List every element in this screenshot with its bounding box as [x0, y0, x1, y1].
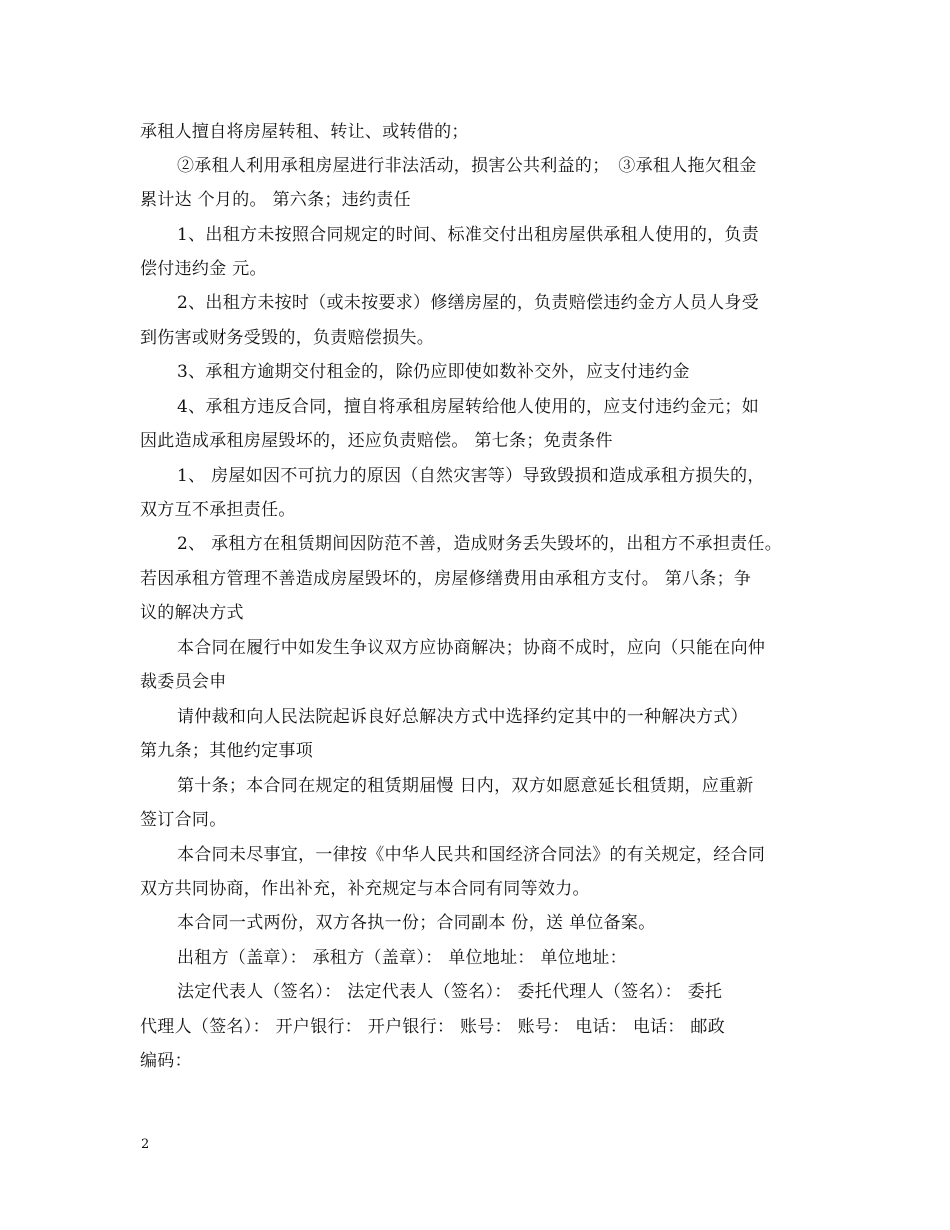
text-line: 议的解决方式 — [140, 603, 244, 623]
text-line: 偿付违约金 元。 — [140, 259, 267, 279]
text-line: 承租人擅自将房屋转租、转让、或转借的； — [140, 122, 469, 142]
text-line: 第十条；本合同在规定的租赁期届慢 日内，双方如愿意延长租赁期，应重新 — [177, 776, 754, 796]
text-line: 本合同未尽事宜，一律按《中华人民共和国经济合同法》的有关规定，经合同 — [177, 845, 766, 865]
page-number: 2 — [141, 1137, 150, 1152]
text-line: 法定代表人（签名）： 法定代表人（签名）： 委托代理人（签名）： 委托 — [177, 982, 723, 1002]
text-line: 到伤害或财务受毁的，负责赔偿损失。 — [140, 328, 435, 348]
text-line: 累计达 个月的。 第六条；违约责任 — [140, 190, 411, 210]
text-line: 双方互不承担责任。 — [140, 500, 296, 520]
text-line: 1、出租方未按照合同规定的时间、标准交付出租房屋供承租人使用的，负责 — [177, 225, 760, 245]
text-line: 出租方（盖章）： 承租方（盖章）： 单位地址： 单位地址： — [177, 948, 627, 968]
text-line: 第九条；其他约定事项 — [140, 741, 313, 761]
text-line: ②承租人利用承租房屋进行非法活动，损害公共利益的； ③承租人拖欠租金 — [177, 156, 757, 176]
text-line: 请仲裁和向人民法院起诉良好总解决方式中选择约定其中的一种解决方式） — [177, 707, 748, 727]
text-line: 2、出租方未按时（或未按要求）修缮房屋的，负责赔偿违约金方人员人身受 — [177, 293, 760, 313]
text-line: 4、承租方违反合同，擅自将承租房屋转给他人使用的，应支付违约金元；如 — [177, 397, 760, 417]
text-line: 若因承租方管理不善造成房屋毁坏的，房屋修缮费用由承租方支付。 第八条；争 — [140, 569, 752, 589]
text-line: 双方共同协商，作出补充，补充规定与本合同有同等效力。 — [140, 879, 590, 899]
text-line: 2、 承租方在租赁期间因防范不善，造成财务丢失毁坏的，出租方不承担责任。 — [177, 534, 783, 554]
text-line: 代理人（签名）： 开户银行： 开户银行： 账号： 账号： 电话： 电话： 邮政 — [140, 1017, 726, 1037]
text-line: 裁委员会申 — [140, 672, 227, 692]
text-line: 签订合同。 — [140, 810, 227, 830]
text-line: 1、 房屋如因不可抗力的原因（自然灾害等）导致毁损和造成承租方损失的， — [177, 466, 765, 486]
text-line: 3、承租方逾期交付租金的，除仍应即使如数补交外，应支付违约金 — [177, 362, 690, 382]
text-line: 因此造成承租房屋毁坏的，还应负责赔偿。 第七条；免责条件 — [140, 431, 613, 451]
text-line: 本合同在履行中如发生争议双方应协商解决；协商不成时，应向（只能在向仲 — [177, 638, 766, 658]
text-line: 编码： — [140, 1051, 192, 1071]
text-line: 本合同一式两份，双方各执一份；合同副本 份，送 单位备案。 — [177, 913, 656, 933]
